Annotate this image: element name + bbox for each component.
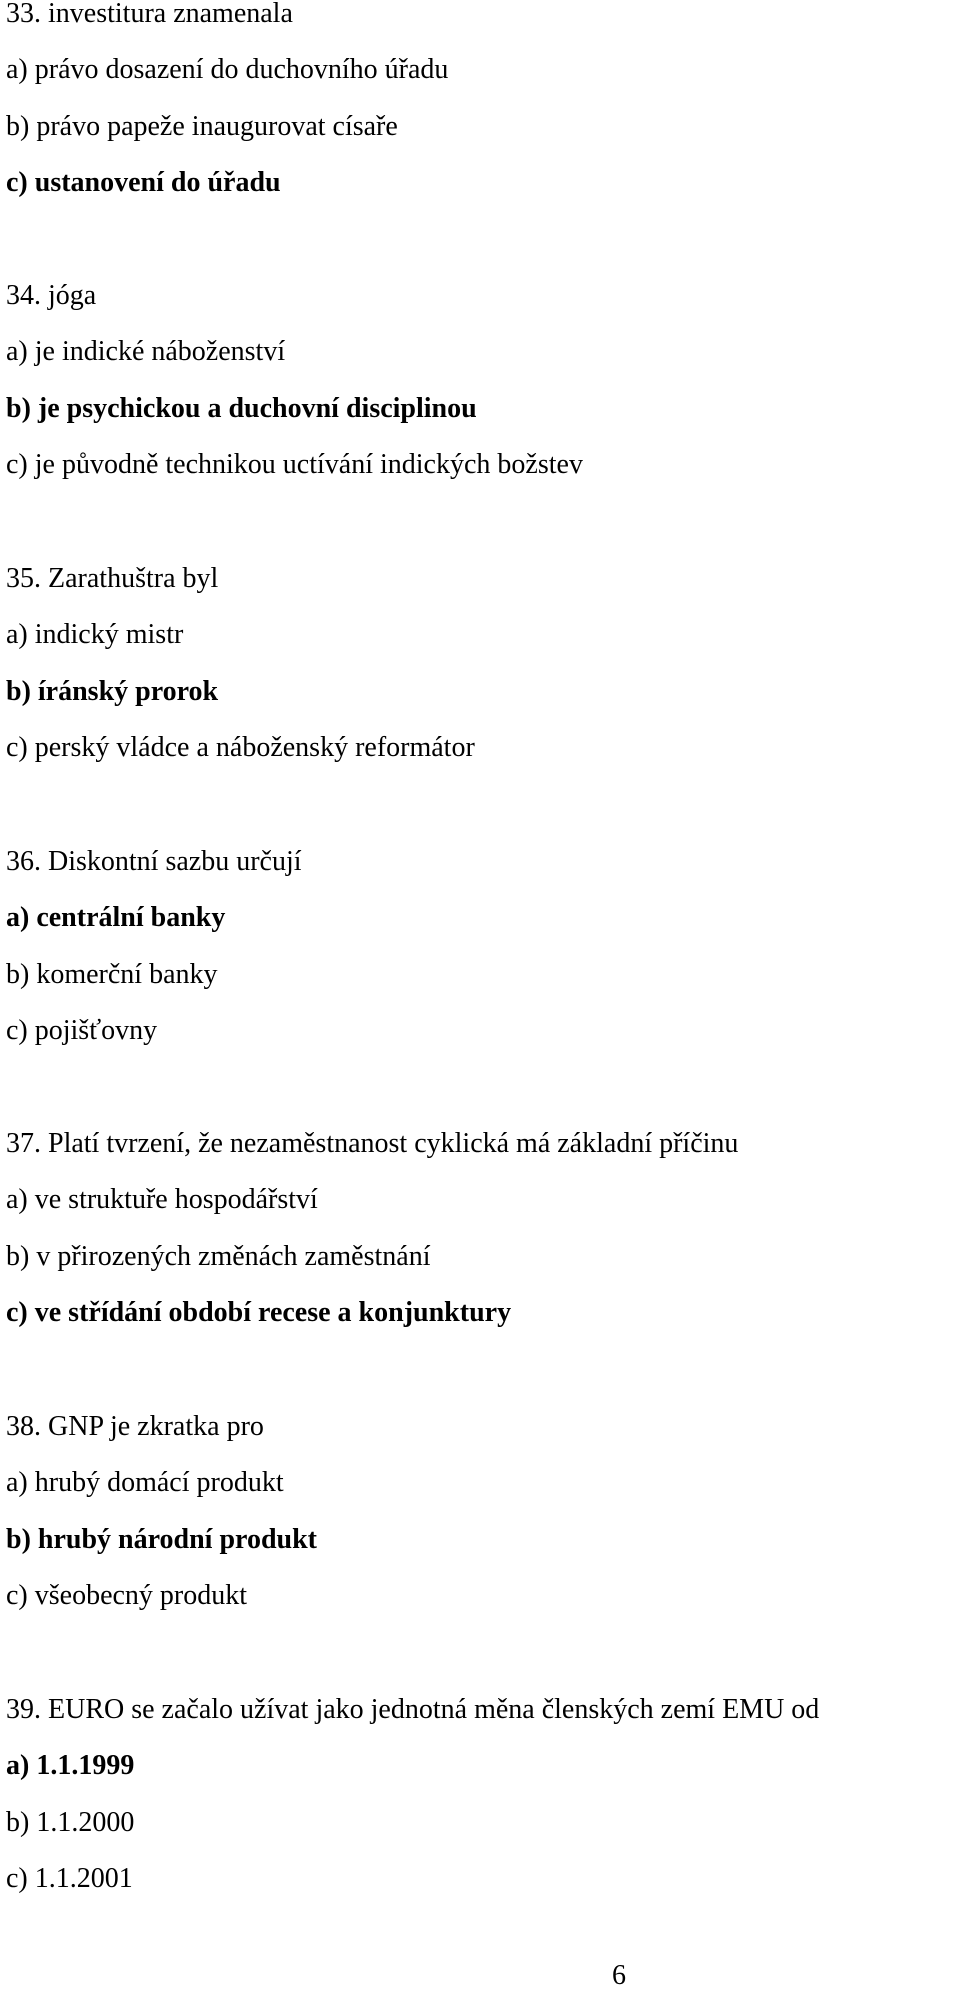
answer-option-correct: c) ve střídání období recese a konjunktury bbox=[6, 1297, 512, 1329]
answer-option: c) perský vládce a náboženský reformátor bbox=[6, 732, 475, 764]
question-title: 37. Platí tvrzení, že nezaměstnanost cyklická má základní příčinu bbox=[6, 1128, 739, 1159]
answer-option-correct: b) hrubý národní produkt bbox=[6, 1523, 317, 1555]
answer-option: a) hrubý domácí produkt bbox=[6, 1467, 284, 1499]
page-number: 6 bbox=[612, 1960, 626, 1991]
question-title: 38. GNP je zkratka pro bbox=[6, 1411, 264, 1442]
answer-option: a) indický mistr bbox=[6, 619, 184, 651]
answer-option: a) ve struktuře hospodářství bbox=[6, 1184, 318, 1216]
answer-option-correct: a) centrální banky bbox=[6, 902, 226, 934]
answer-option-correct: c) ustanovení do úřadu bbox=[6, 167, 281, 199]
answer-option: c) 1.1.2001 bbox=[6, 1863, 133, 1895]
answer-option: a) právo dosazení do duchovního úřadu bbox=[6, 54, 449, 86]
question-35 bbox=[6, 551, 956, 777]
question-34 bbox=[6, 268, 956, 494]
answer-option-correct: b) je psychickou a duchovní disciplinou bbox=[6, 392, 477, 424]
question-title: 35. Zarathuštra byl bbox=[6, 563, 219, 594]
question-39 bbox=[6, 1682, 956, 1908]
answer-option: a) je indické náboženství bbox=[6, 336, 286, 368]
answer-option: b) v přirozených změnách zaměstnání bbox=[6, 1240, 431, 1272]
answer-option-correct: b) íránský prorok bbox=[6, 675, 219, 707]
answer-option: c) pojišťovny bbox=[6, 1015, 158, 1047]
question-title: 34. jóga bbox=[6, 280, 97, 311]
answer-option: b) právo papeže inaugurovat císaře bbox=[6, 110, 398, 142]
question-title: 36. Diskontní sazbu určují bbox=[6, 846, 302, 877]
question-36 bbox=[6, 834, 956, 1060]
answer-option: c) všeobecný produkt bbox=[6, 1580, 248, 1612]
question-38 bbox=[6, 1399, 956, 1625]
answer-option: b) 1.1.2000 bbox=[6, 1806, 135, 1838]
question-37 bbox=[6, 1116, 956, 1342]
question-title: 39. EURO se začalo užívat jako jednotná měna členských zemí EMU od bbox=[6, 1694, 820, 1725]
answer-option: c) je původně technikou uctívání indických božstev bbox=[6, 449, 583, 481]
question-title: 33. investitura znamenala bbox=[6, 0, 293, 29]
answer-option-correct: a) 1.1.1999 bbox=[6, 1750, 135, 1782]
question-33 bbox=[6, 0, 956, 212]
answer-option: b) komerční banky bbox=[6, 958, 218, 990]
